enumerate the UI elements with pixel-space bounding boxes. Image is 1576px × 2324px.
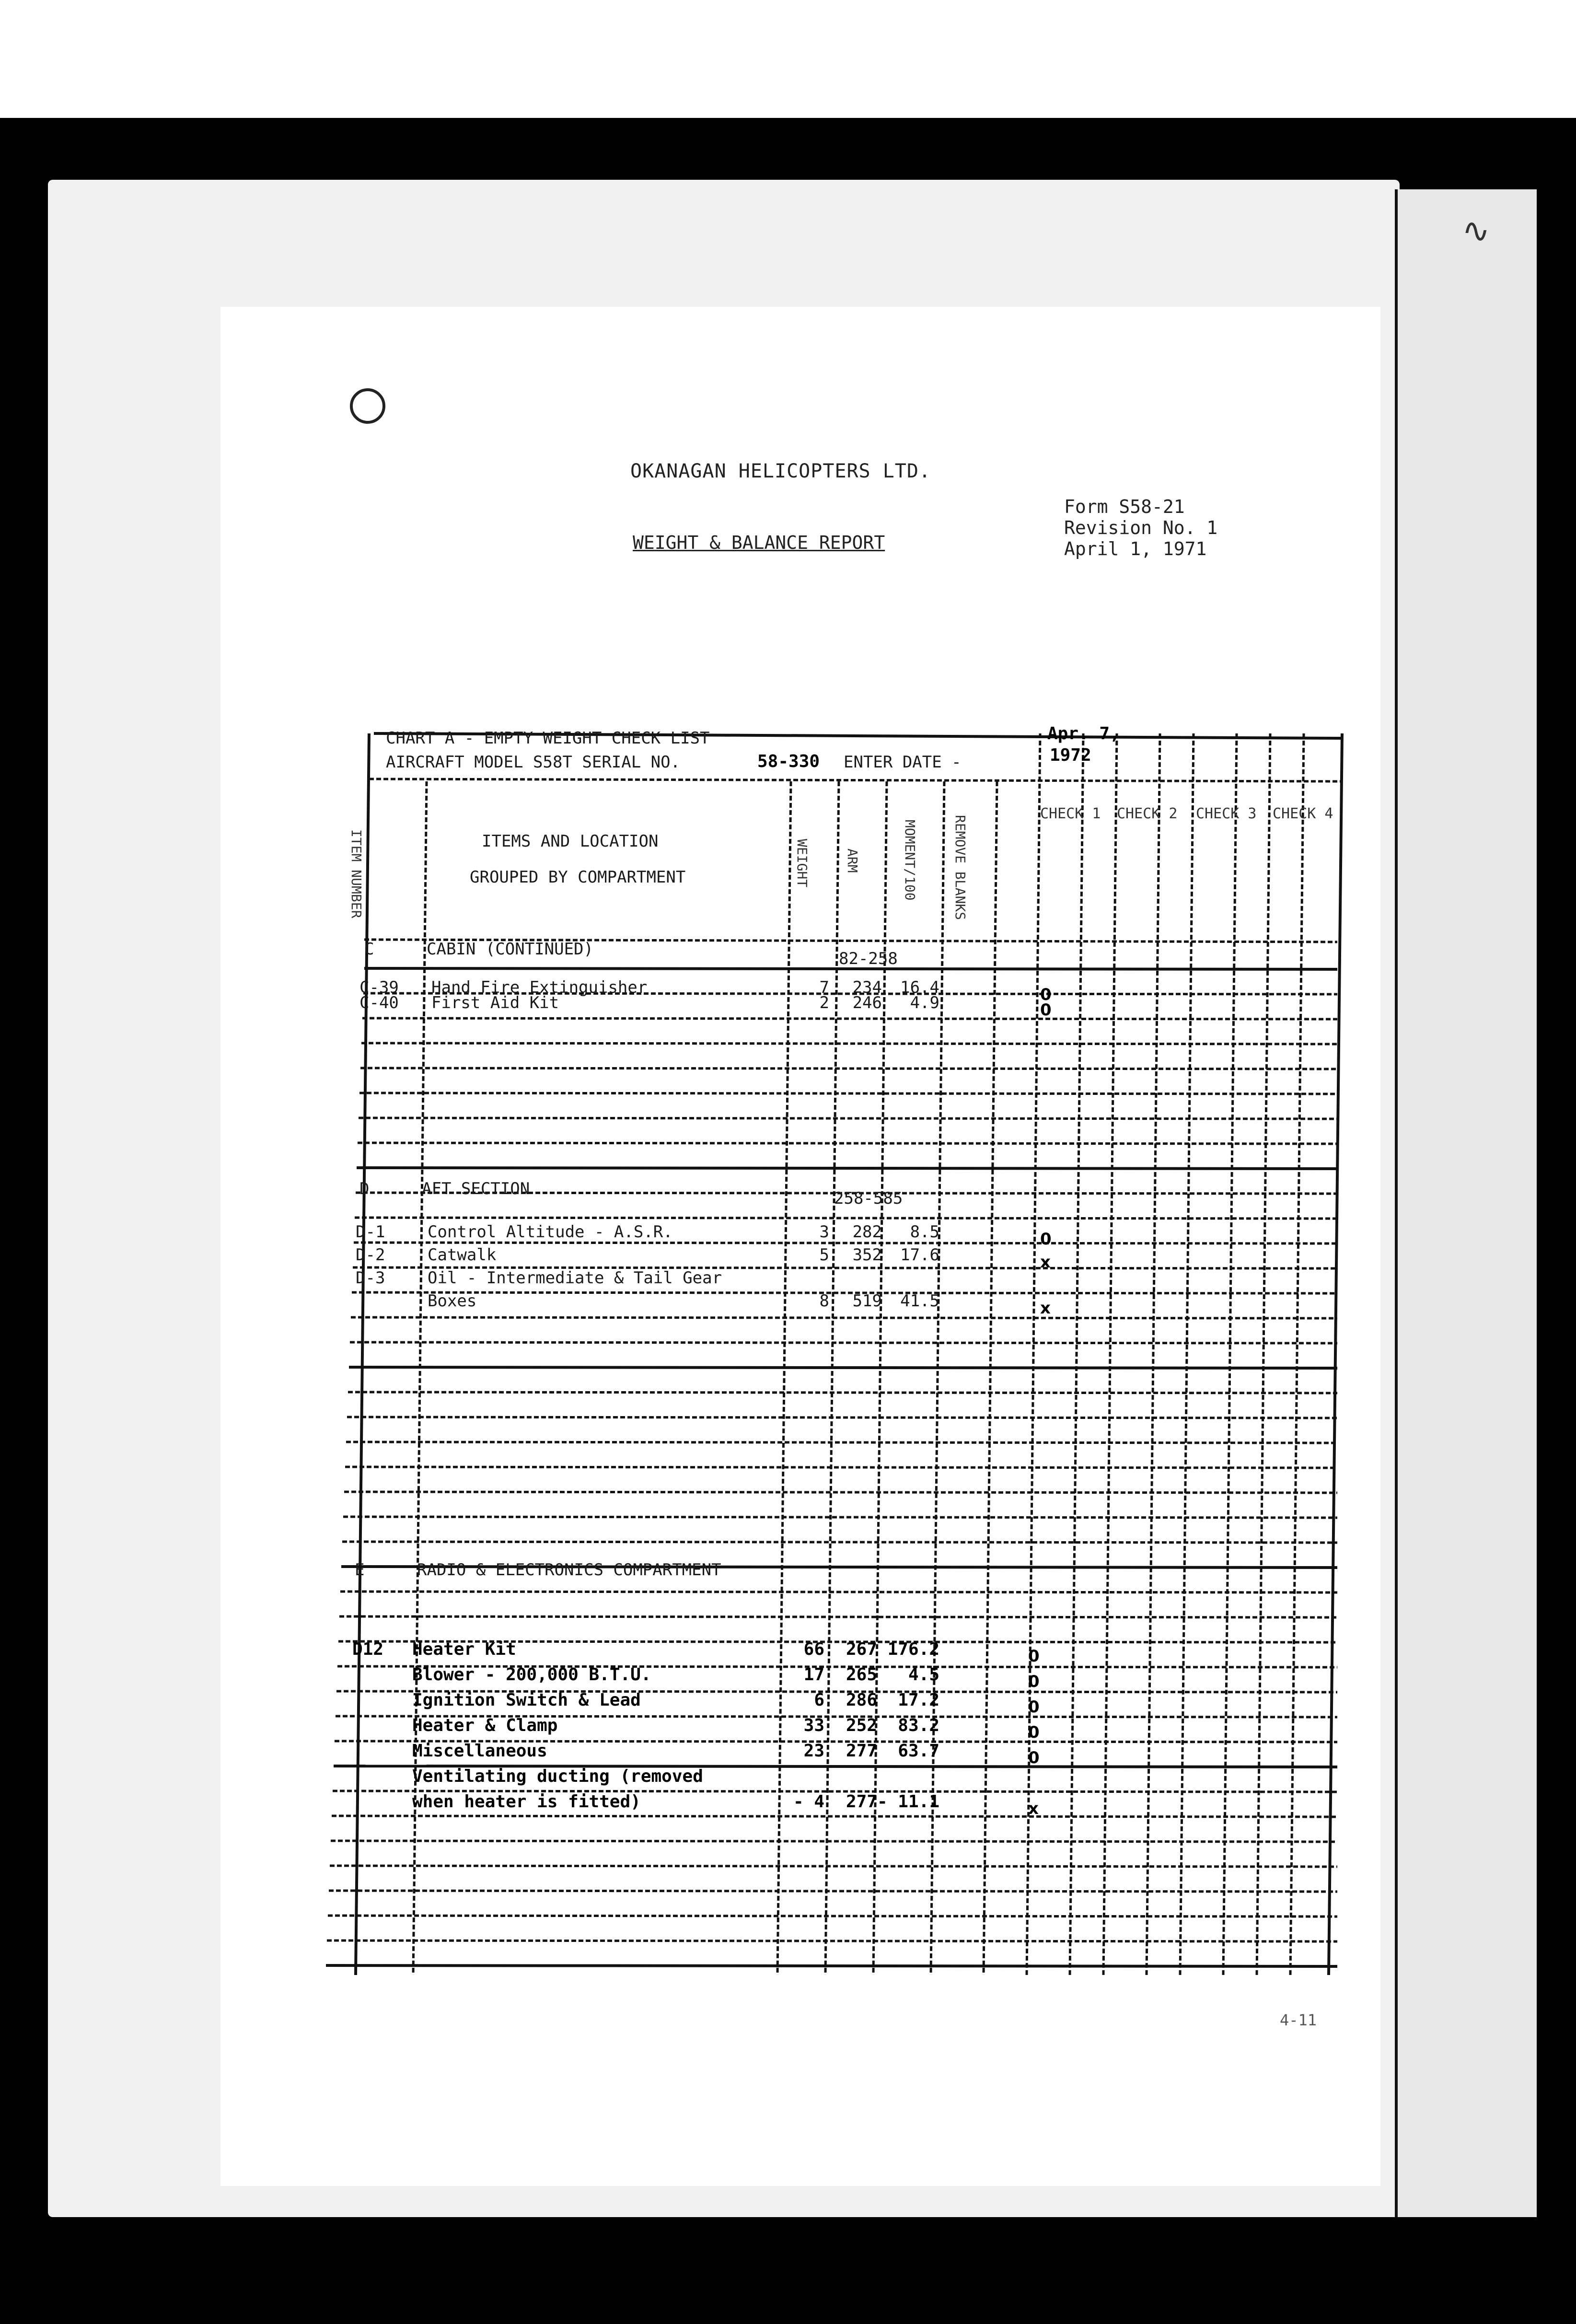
item-weight: 7 xyxy=(819,978,829,997)
item-moment: 4.9 xyxy=(910,993,939,1012)
grid-line xyxy=(1223,733,1237,1975)
check-mark: 0 xyxy=(1040,1230,1052,1249)
item-number: D-2 xyxy=(356,1245,385,1265)
item-arm: 234 xyxy=(852,978,882,997)
item-number: D-3 xyxy=(356,1268,385,1288)
grid-line xyxy=(1103,733,1117,1975)
check-3-header: CHECK 3 xyxy=(1196,805,1257,822)
grid-line xyxy=(347,1417,1337,1418)
item-weight: 5 xyxy=(819,1245,829,1265)
item-description: Boxes xyxy=(428,1291,477,1311)
grid-line xyxy=(342,1542,1337,1543)
item-number-header: ITEM NUMBER xyxy=(348,829,364,918)
section-code: C xyxy=(364,940,374,959)
serial-number: 58-330 xyxy=(757,752,820,771)
typed-item-moment: 63.7 xyxy=(898,1741,939,1761)
item-number: D-1 xyxy=(356,1222,385,1242)
rule-line xyxy=(356,733,369,1975)
item-moment: 17.6 xyxy=(900,1245,939,1265)
check-mark: x xyxy=(1040,1253,1051,1272)
typed-item-arm: 277 xyxy=(846,1792,877,1812)
items-header: ITEMS AND LOCATION xyxy=(482,832,659,851)
arm-header: ARM xyxy=(845,848,860,873)
aircraft-model: AIRCRAFT MODEL S58T SERIAL NO. xyxy=(386,753,681,772)
typed-item-weight: 23 xyxy=(803,1741,824,1761)
grid-line xyxy=(350,1342,1337,1343)
section-name: AFT SECTION xyxy=(422,1179,530,1198)
moment-header: MOMENT/100 xyxy=(902,820,918,901)
check-mark: 0 xyxy=(1040,985,1052,1004)
item-description: Catwalk xyxy=(428,1245,497,1265)
report-page xyxy=(220,307,1380,2186)
item-description: Oil - Intermediate & Tail Gear xyxy=(428,1268,722,1288)
grid-line xyxy=(346,1442,1337,1443)
check-mark: x xyxy=(1040,1299,1051,1318)
typed-item-description: when heater is fitted) xyxy=(412,1792,641,1812)
grid-line xyxy=(344,1492,1337,1493)
grid-line xyxy=(332,1816,1337,1817)
typed-check-mark: 0 xyxy=(1028,1672,1040,1691)
grid-line xyxy=(1070,733,1083,1975)
typed-item-description: Ventilating ducting (removed xyxy=(412,1766,703,1786)
check-2-header: CHECK 2 xyxy=(1117,805,1178,822)
typed-item-weight: 6 xyxy=(814,1690,824,1710)
grid-line xyxy=(1147,733,1160,1975)
typed-check-mark: 0 xyxy=(1028,1723,1040,1742)
item-number: C-40 xyxy=(359,993,399,1012)
rule-line xyxy=(357,1168,1337,1169)
check-4-header: CHECK 4 xyxy=(1273,805,1333,822)
typed-check-mark: 0 xyxy=(1028,1647,1040,1666)
check-mark: 0 xyxy=(1040,1000,1052,1020)
item-moment: 41.5 xyxy=(900,1291,939,1311)
section-name: RADIO & ELECTRONICS COMPARTMENT xyxy=(417,1560,721,1580)
item-description: First Aid Kit xyxy=(431,993,559,1012)
grid-line xyxy=(1180,733,1194,1975)
rule-line xyxy=(364,968,1337,969)
grid-line xyxy=(343,1517,1337,1518)
revision-number: Revision No. 1 xyxy=(1064,517,1218,538)
grid-line xyxy=(329,1891,1337,1892)
typed-item-weight: 33 xyxy=(803,1716,824,1735)
revision-date: April 1, 1971 xyxy=(1064,538,1207,559)
typed-item-description: Blower - 200,000 B.T.U. xyxy=(412,1665,651,1685)
section-range: 258-585 xyxy=(834,1189,903,1208)
weight-header: WEIGHT xyxy=(794,839,810,888)
typed-item-arm: 265 xyxy=(846,1665,877,1685)
chart-title: CHART A - EMPTY WEIGHT CHECK LIST xyxy=(386,729,710,748)
form-number: Form S58-21 xyxy=(1064,496,1185,517)
item-arm: 246 xyxy=(852,993,882,1012)
item-arm: 519 xyxy=(852,1291,882,1311)
grid-line xyxy=(351,1317,1337,1318)
pen-mark-icon: ∿ xyxy=(1462,211,1490,250)
grid-line xyxy=(358,1143,1337,1144)
item-moment: 16.4 xyxy=(900,978,939,997)
typed-item-description: Miscellaneous xyxy=(412,1741,547,1761)
grid-line xyxy=(345,1467,1337,1468)
section-code: D xyxy=(359,1179,370,1198)
grid-line xyxy=(331,1841,1337,1842)
grid-line xyxy=(330,1866,1337,1867)
grid-line xyxy=(984,781,997,1975)
report-title: WEIGHT & BALANCE REPORT xyxy=(633,532,885,553)
grid-line xyxy=(369,779,1342,781)
item-weight: 8 xyxy=(819,1291,829,1311)
typed-item-description: Heater & Clamp xyxy=(412,1716,558,1735)
section-range: 82-258 xyxy=(839,949,898,968)
typed-item-number: D12 xyxy=(352,1639,384,1659)
company-name: OKANAGAN HELICOPTERS LTD. xyxy=(630,460,931,482)
typed-item-arm: 252 xyxy=(846,1716,877,1735)
grid-line xyxy=(339,1616,1337,1617)
typed-check-mark: x xyxy=(1028,1799,1039,1818)
item-arm: 352 xyxy=(852,1245,882,1265)
grid-line xyxy=(1290,733,1304,1975)
rule-line xyxy=(349,1367,1337,1368)
section-name: CABIN (CONTINUED) xyxy=(427,940,593,959)
check-year: 1972 xyxy=(1050,745,1091,765)
typed-item-weight: 66 xyxy=(803,1639,824,1659)
typed-item-description: Ignition Switch & Lead xyxy=(412,1690,641,1710)
rule-line xyxy=(326,1965,1337,1966)
typed-item-moment: 4.5 xyxy=(908,1665,939,1685)
remove-header: REMOVE BLANKS xyxy=(952,815,968,920)
item-arm: 282 xyxy=(852,1222,882,1242)
typed-item-arm: 286 xyxy=(846,1690,877,1710)
typed-item-arm: 277 xyxy=(846,1741,877,1761)
enter-date-label: ENTER DATE - xyxy=(844,753,962,772)
typed-item-arm: 267 xyxy=(846,1639,877,1659)
rule-line xyxy=(1329,733,1342,1975)
grid-line xyxy=(1257,733,1270,1975)
items-subheader: GROUPED BY COMPARTMENT xyxy=(470,868,686,887)
grid-line xyxy=(1027,733,1040,1975)
item-description: Hand Fire Extinguisher xyxy=(431,978,648,997)
adjacent-sheet xyxy=(1395,189,1537,2217)
item-weight: 2 xyxy=(819,993,829,1012)
grid-line xyxy=(355,1218,1337,1219)
check-1-header: CHECK 1 xyxy=(1040,805,1101,822)
typed-item-weight: 17 xyxy=(803,1665,824,1685)
typed-check-mark: 0 xyxy=(1028,1748,1040,1767)
typed-item-weight: - 4 xyxy=(793,1792,824,1812)
page-number: 4-11 xyxy=(1280,2011,1317,2029)
typed-item-moment: 83.2 xyxy=(898,1716,939,1735)
typed-item-description: Heater Kit xyxy=(412,1639,516,1659)
section-code: E xyxy=(355,1560,365,1580)
item-moment: 8.5 xyxy=(910,1222,939,1242)
top-margin xyxy=(0,0,1576,120)
check-date: Apr. 7, xyxy=(1047,724,1120,744)
grid-line xyxy=(348,1392,1337,1393)
item-description: Control Altitude - A.S.R. xyxy=(428,1222,673,1242)
typed-item-moment: - 11.1 xyxy=(877,1792,939,1812)
typed-check-mark: 0 xyxy=(1028,1697,1040,1717)
item-number: C-39 xyxy=(359,978,399,997)
grid-line xyxy=(328,1916,1337,1917)
top-divider xyxy=(0,118,1576,121)
item-weight: 3 xyxy=(819,1222,829,1242)
typed-item-moment: 17.2 xyxy=(898,1690,939,1710)
typed-item-moment: 176.2 xyxy=(887,1639,939,1659)
